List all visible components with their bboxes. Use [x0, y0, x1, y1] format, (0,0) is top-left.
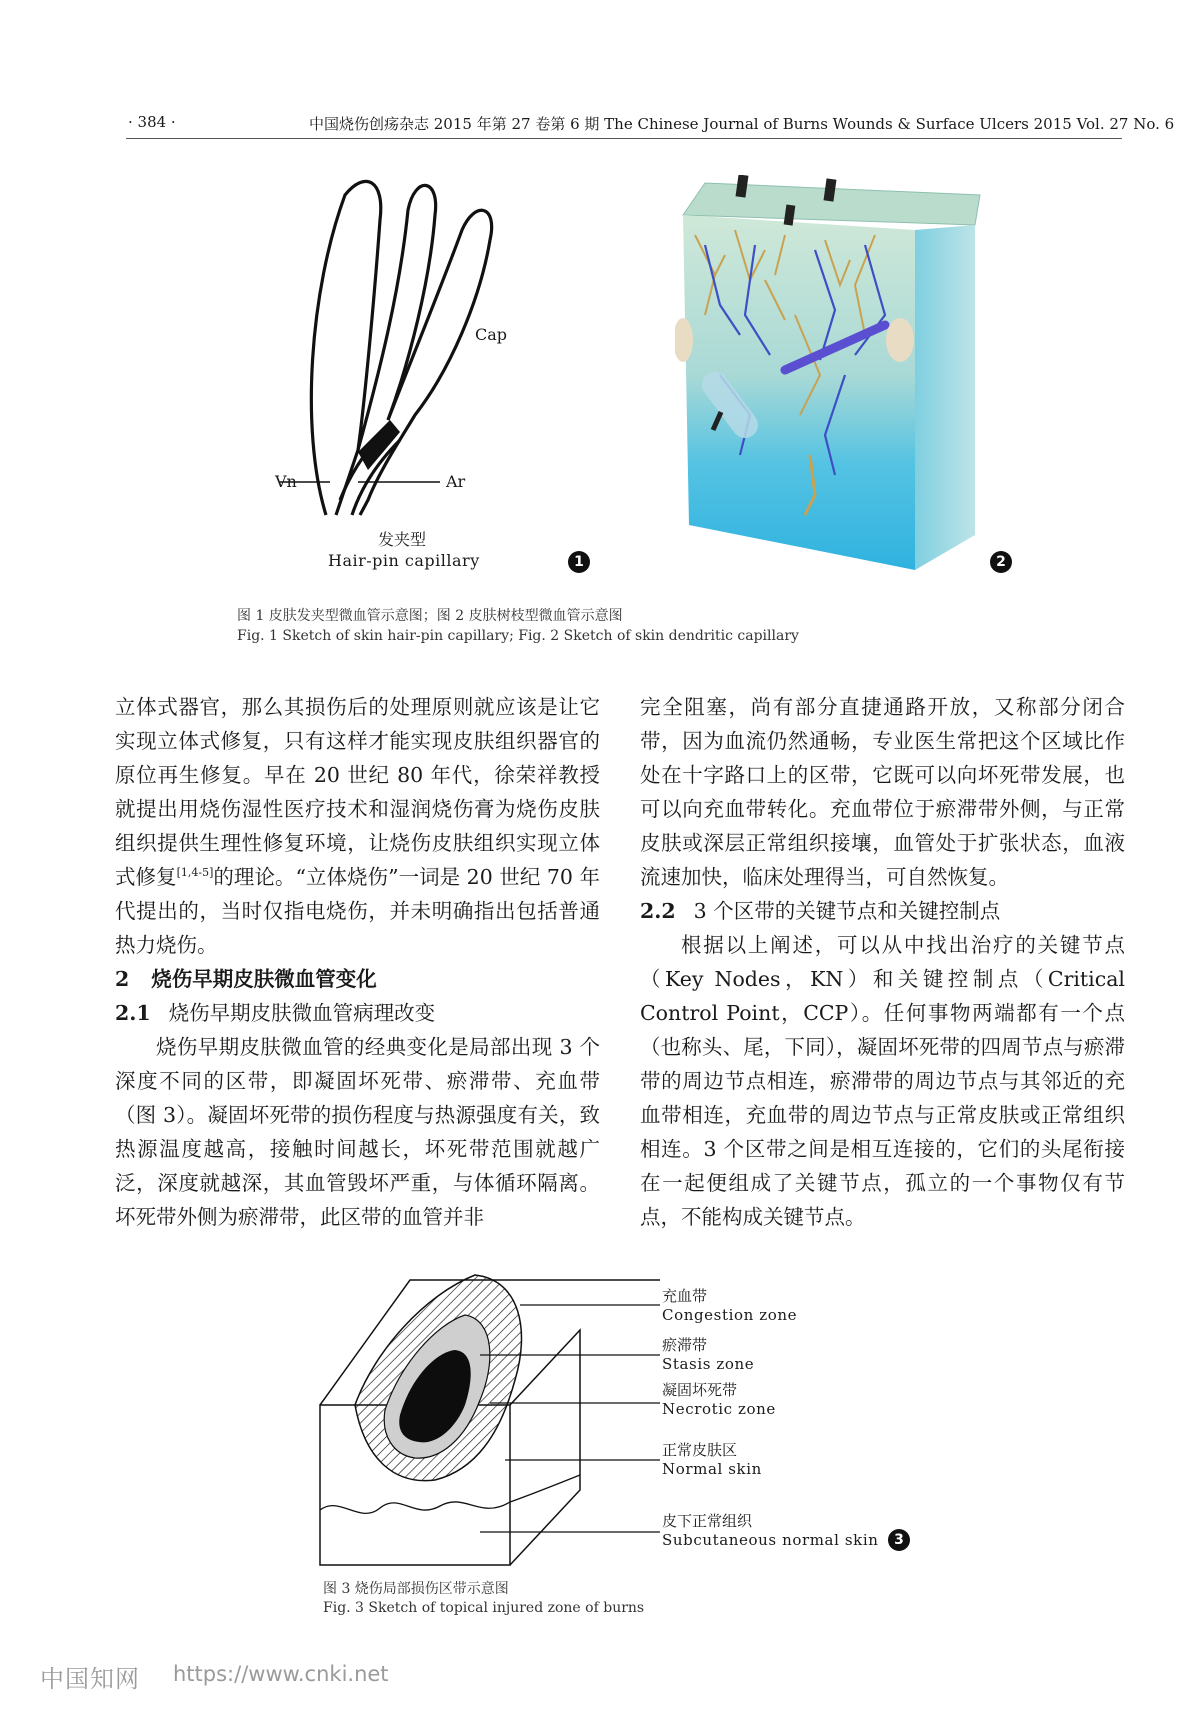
fig3-label-stasis-en: Stasis zone: [662, 1355, 755, 1373]
section-2-heading: 2 烧伤早期皮肤微血管变化: [115, 967, 377, 991]
figure-1-label-cap: Cap: [475, 325, 508, 344]
figure-1-title-en: Hair-pin capillary: [328, 551, 480, 570]
figure-1-label-vn: Vn: [275, 472, 297, 491]
figure-2-badge: 2: [990, 551, 1012, 573]
fig3-label-normal-cn: 正常皮肤区: [662, 1441, 738, 1459]
figure-3-caption-en: Fig. 3 Sketch of topical injured zone of burns: [323, 1600, 645, 1616]
watermark-url-link[interactable]: https://www.cnki.net: [173, 1662, 389, 1686]
right-paragraph-2: 根据以上阐述，可以从中找出治疗的关键节点（Key Nodes，KN）和关键控制点（Critical Control Point，CCP）。任何事物两端都有一个点（也称头、尾，下同），凝固坏死带的四周节点与瘀滞带的周边节点相连，瘀滞带的周边节点与其邻近的充血带相连，充血带的周边节点与正常皮肤或正常组织相连。3 个区带之间是相互连接的，它们的头尾衔接在一起便组成了关键节点，孤立的一个事物仅有节点，不能构成关键节点。: [640, 933, 1125, 1229]
journal-header: 中国烧伤创疡杂志 2015 年第 27 卷第 6 期 The Chinese Journal of Burns Wounds & Surface Ulcers 2015 Vol. 27 No. 6: [309, 115, 1175, 133]
figure-1-2-caption-cn: 图 1 皮肤发夹型微血管示意图；图 2 皮肤树枝型微血管示意图: [237, 608, 623, 624]
right-paragraph-1: 完全阻塞，尚有部分直捷通路开放，又称部分闭合带，因为血流仍然通畅，专业医生常把这个区域比作处在十字路口上的区带，它既可以向坏死带发展，也可以向充血带转化。充血带位于瘀滞带外侧，与正常皮肤或深层正常组织接壤，血管处于扩张状态，血液流速加快，临床处理得当，可自然恢复。: [640, 695, 1125, 889]
fig3-label-congestion-en: Congestion zone: [662, 1306, 798, 1324]
figure-3-badge: 3: [888, 1529, 910, 1551]
reference-1-4-5: [1,4-5]: [176, 866, 214, 880]
figure-3-leader-lines: [480, 1270, 660, 1570]
figure-1-title-cn: 发夹型: [378, 530, 427, 549]
figure-3-caption-cn: 图 3 烧伤局部损伤区带示意图: [323, 1581, 509, 1597]
page-number: · 384 ·: [128, 113, 176, 131]
section-2-1-heading: 2.1 烧伤早期皮肤微血管病理改变: [115, 1001, 436, 1025]
left-column: [115, 690, 600, 1234]
fig3-label-necrotic-en: Necrotic zone: [662, 1400, 776, 1418]
right-column: [640, 690, 1125, 1234]
watermark-cnki-logo: 中国知网: [40, 1665, 140, 1693]
fig3-label-necrotic-cn: 凝固坏死带: [662, 1381, 738, 1399]
figure-1-label-ar: Ar: [446, 472, 466, 491]
fig3-label-congestion-cn: 充血带: [662, 1287, 708, 1305]
fig3-label-normal-en: Normal skin: [662, 1460, 762, 1478]
figure-1-hairpin-capillary: [240, 170, 560, 580]
figure-2-dendritic-capillary-model: [675, 175, 990, 575]
figure-1-2-caption-en: Fig. 1 Sketch of skin hair-pin capillary; Fig. 2 Sketch of skin dendritic capillary: [237, 628, 799, 644]
fig3-label-subcutaneous-cn: 皮下正常组织: [662, 1512, 753, 1530]
left-paragraph-2: 烧伤早期皮肤微血管的经典变化是局部出现 3 个深度不同的区带，即凝固坏死带、瘀滞带、充血带（图 3）。凝固坏死带的损伤程度与热源强度有关，致热源温度越高，接触时间越长，坏死带范围就越广泛，深度就越深，其血管毁坏严重，与体循环隔离。坏死带外侧为瘀滞带，此区带的血管并非: [115, 1035, 600, 1229]
header-rule: [126, 138, 1122, 139]
fig3-label-subcutaneous-en: Subcutaneous normal skin: [662, 1531, 879, 1549]
section-2-2-heading: 2.2 3 个区带的关键节点和关键控制点: [640, 899, 1001, 923]
fig3-label-stasis-cn: 瘀滞带: [662, 1336, 708, 1354]
left-paragraph-1: 立体式器官，那么其损伤后的处理原则就应该是让它实现立体式修复，只有这样才能实现皮肤组织器官的原位再生修复。早在 20 世纪 80 年代，徐荣祥教授就提出用烧伤湿性医疗技术和湿润烧伤膏为烧伤皮肤组织提供生理性修复环境，让烧伤皮肤组织实现立体式修复[1,4-5]的理论。“立体烧伤”一词是 20 世纪 70 年代提出的，当时仅指电烧伤，并未明确指出包括普通热力烧伤。: [115, 695, 601, 957]
figure-1-badge: 1: [568, 551, 590, 573]
